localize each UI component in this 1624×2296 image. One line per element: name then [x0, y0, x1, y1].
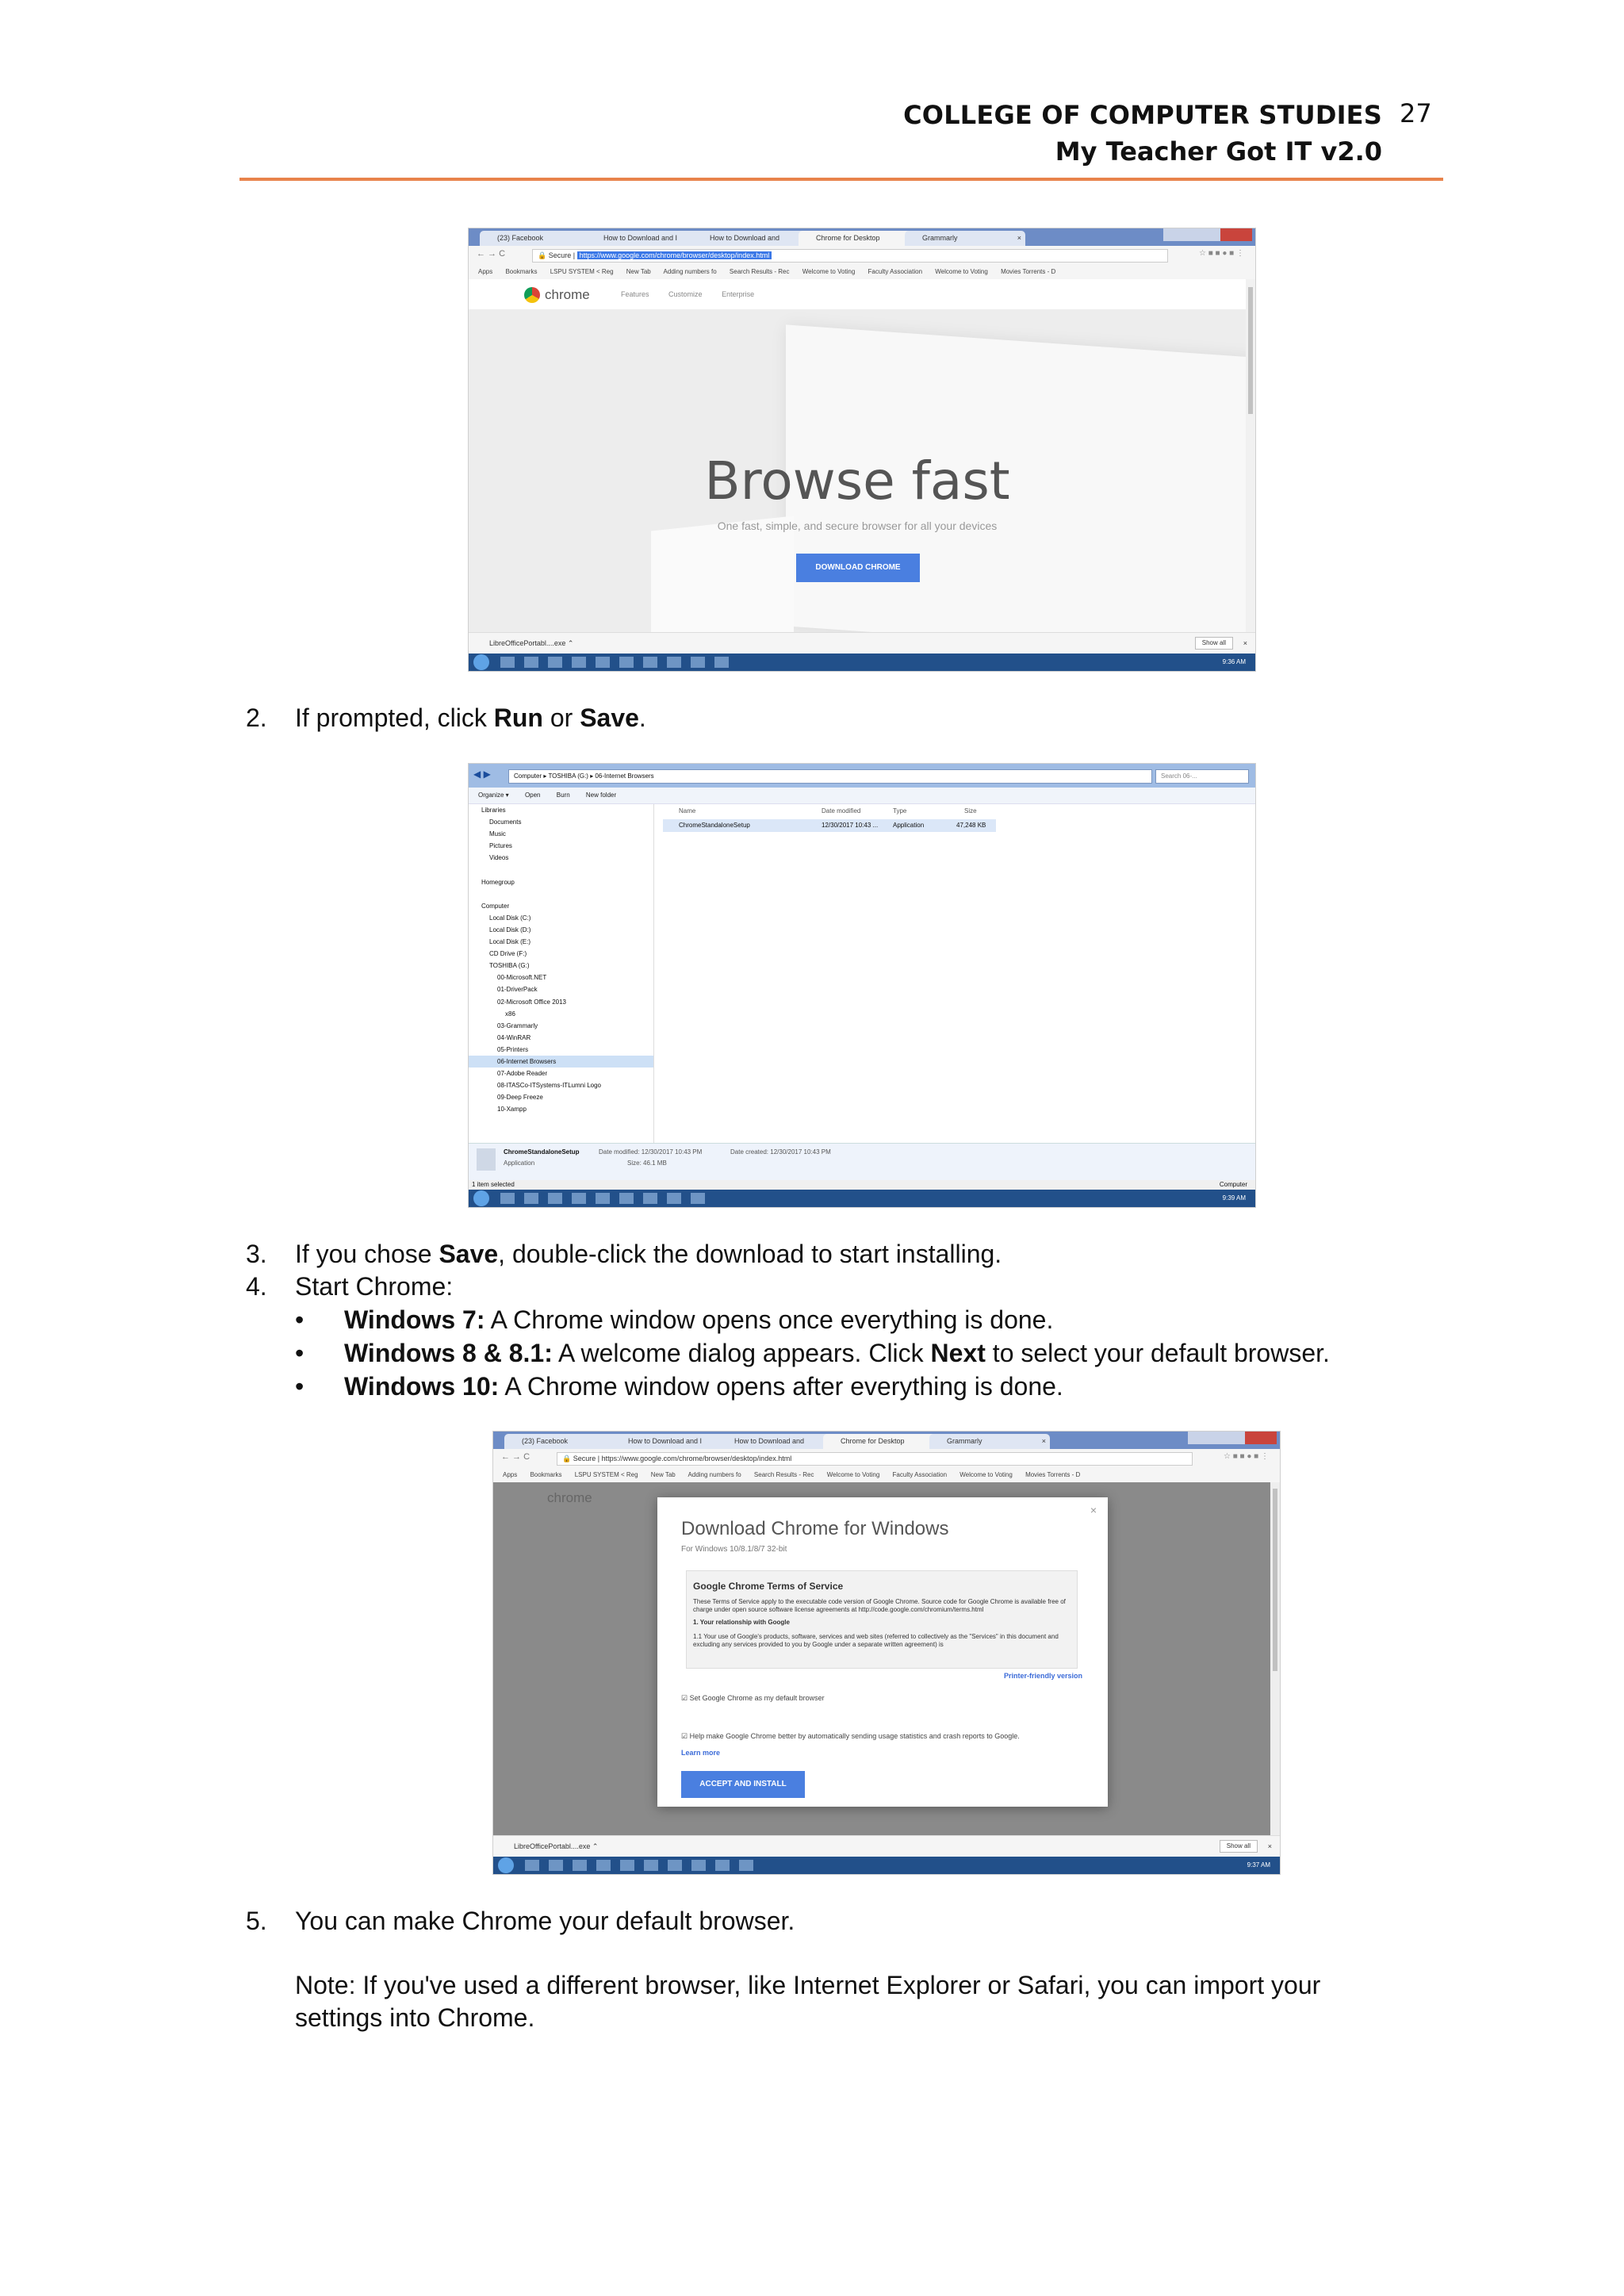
- show-all-button[interactable]: Show all: [1195, 637, 1233, 650]
- accept-and-install-button[interactable]: ACCEPT AND INSTALL: [681, 1771, 805, 1798]
- tab-facebook[interactable]: (23) Facebook: [504, 1434, 625, 1449]
- bookmark-item[interactable]: LSPU SYSTEM < Reg: [574, 1471, 638, 1478]
- chrome-site-nav: [469, 279, 1255, 309]
- taskbar-clock: 9:39 AM: [1222, 1194, 1246, 1202]
- column-size[interactable]: Size: [964, 807, 977, 815]
- organize-menu[interactable]: Organize ▾: [478, 792, 509, 799]
- bookmark-item[interactable]: New Tab: [650, 1471, 676, 1478]
- tree-item[interactable]: 08-ITASCo-ITSystems-ITLumni Logo: [497, 1082, 602, 1090]
- dialog-subtitle: For Windows 10/8.1/8/7 32-bit: [681, 1545, 787, 1554]
- windows-taskbar: [469, 1190, 1255, 1207]
- nav-arrows-icon[interactable]: ← → C: [501, 1452, 530, 1462]
- chrome-logo: chrome: [547, 1490, 592, 1505]
- tree-item-selected[interactable]: 06-Internet Browsers: [469, 1056, 653, 1068]
- column-type[interactable]: Type: [893, 807, 907, 815]
- taskbar-clock: 9:36 AM: [1222, 658, 1246, 665]
- back-forward-icon[interactable]: ◀ ▶: [473, 769, 491, 780]
- explorer-address-bar[interactable]: Computer ▸ TOSHIBA (G:) ▸ 06-Internet Browsers: [508, 769, 1152, 784]
- bookmark-item[interactable]: New Tab: [626, 268, 651, 275]
- omnibox-row: [469, 246, 1255, 265]
- hero-subtitle: One fast, simple, and secure browser for all your devices: [717, 519, 998, 532]
- download-file-item[interactable]: LibreOfficePortabl....exe: [514, 1842, 591, 1850]
- bookmark-item[interactable]: Welcome to Voting: [826, 1471, 880, 1478]
- taskbar-clock: 9:37 AM: [1247, 1861, 1270, 1869]
- tree-spacer: [469, 864, 653, 876]
- note-paragraph: Note: If you've used a different browser, like Internet Explorer or Safari, you can import your settings into Chrome.: [295, 1971, 1321, 2032]
- new-folder-button[interactable]: New folder: [585, 792, 617, 799]
- close-icon[interactable]: ×: [1090, 1504, 1097, 1516]
- status-bar: 1 item selected Computer: [469, 1180, 1255, 1190]
- installer-icon: [477, 1148, 496, 1171]
- address-bar[interactable]: 🔒 Secure | https://www.google.com/chrome/browser/desktop/index.html: [532, 249, 1168, 263]
- explorer-toolbar: [469, 788, 1255, 804]
- column-headers: [663, 804, 1255, 818]
- download-chrome-dialog: [657, 1497, 1108, 1807]
- scrollbar[interactable]: [1246, 279, 1255, 633]
- tab-bar: [469, 228, 1255, 246]
- tab-bar: [493, 1432, 1280, 1449]
- bookmark-item[interactable]: Bookmarks: [530, 1471, 562, 1478]
- bookmark-item[interactable]: Search Results - Rec: [753, 1471, 814, 1478]
- nav-customize[interactable]: Customize: [668, 290, 703, 298]
- close-window-button[interactable]: [1245, 1432, 1277, 1444]
- open-button[interactable]: Open: [524, 792, 541, 799]
- hero-section: [469, 309, 1246, 633]
- bookmark-item[interactable]: Welcome to Voting: [935, 268, 988, 275]
- tree-item[interactable]: 02-Microsoft Office 2013: [497, 998, 567, 1006]
- extension-icons[interactable]: ☆ ■ ■ ● ■ ⋮: [1223, 1452, 1269, 1461]
- learn-more-link[interactable]: Learn more: [681, 1749, 721, 1757]
- explorer-search-input[interactable]: Search 06-...: [1155, 769, 1249, 784]
- show-all-button[interactable]: Show all: [1220, 1840, 1258, 1853]
- tree-item[interactable]: Videos: [489, 854, 509, 862]
- column-name[interactable]: Name: [679, 807, 696, 815]
- start-button[interactable]: [498, 1857, 514, 1873]
- bookmark-item[interactable]: Movies Torrents - D: [1001, 268, 1056, 275]
- bookmark-item[interactable]: Adding numbers fo: [663, 268, 717, 275]
- tree-item[interactable]: Music: [489, 830, 506, 838]
- navigation-tree: [469, 804, 654, 1144]
- tab-chrome-for-desktop[interactable]: Chrome for Desktop: [799, 231, 919, 246]
- step-4: 4. Start Chrome:: [246, 1272, 454, 1301]
- default-browser-checkbox[interactable]: ☑ Set Google Chrome as my default browser: [681, 1694, 825, 1702]
- tree-item[interactable]: Computer: [481, 902, 510, 910]
- tab-how-to-download-2[interactable]: How to Download and: [717, 1434, 837, 1449]
- printer-friendly-link[interactable]: Printer-friendly version: [1003, 1672, 1082, 1680]
- step-2: 2. If prompted, click Run or Save.: [246, 703, 646, 732]
- bookmarks-bar: [469, 264, 1255, 280]
- column-date[interactable]: Date modified: [822, 807, 861, 815]
- extension-icons[interactable]: ☆ ■ ■ ● ■ ⋮: [1198, 249, 1244, 258]
- address-bar[interactable]: 🔒 Secure | https://www.google.com/chrome/browser/desktop/index.html: [557, 1452, 1193, 1466]
- step-3: 3. If you chose Save, double-click the download to start installing.: [246, 1240, 1002, 1268]
- bookmark-item[interactable]: Apps: [478, 268, 493, 275]
- window-controls[interactable]: [1163, 228, 1252, 241]
- tab-chrome-for-desktop[interactable]: Chrome for Desktop: [823, 1434, 944, 1449]
- tree-item[interactable]: Local Disk (C:): [489, 914, 531, 922]
- download-bar: LibreOfficePortabl....exe ⌃ Show all ×: [493, 1835, 1280, 1857]
- bookmark-item[interactable]: Bookmarks: [505, 268, 538, 275]
- download-bar: LibreOfficePortabl....exe ⌃ Show all ×: [469, 632, 1255, 654]
- bookmarks-bar: [493, 1467, 1280, 1483]
- header-rule: [239, 178, 1443, 181]
- tab-grammarly[interactable]: Grammarly ×: [905, 231, 1025, 246]
- details-pane: ChromeStandaloneSetup Date modified: 12/30/2017 10:43 PM Date created: 12/30/2017 10:43 PM Application Size: 46.1 MB: [469, 1143, 1255, 1180]
- explorer-address-row: [469, 764, 1255, 788]
- tab-how-to-download-1[interactable]: How to Download and I: [586, 231, 707, 246]
- download-file-item[interactable]: LibreOfficePortabl....exe: [489, 639, 566, 647]
- bullet-windows-10: • Windows 10: A Chrome window opens after everything is done.: [295, 1372, 1063, 1401]
- tab-how-to-download-1[interactable]: How to Download and I: [611, 1434, 731, 1449]
- tree-item[interactable]: Local Disk (D:): [489, 926, 531, 933]
- dialog-title: Download Chrome for Windows: [681, 1518, 949, 1539]
- bullet-windows-7: • Windows 7: A Chrome window opens once everything is done.: [295, 1305, 1054, 1334]
- tree-item[interactable]: 04-WinRAR: [497, 1033, 531, 1041]
- tree-item[interactable]: 01-DriverPack: [497, 986, 538, 994]
- start-button[interactable]: [473, 654, 489, 670]
- omnibox-row: [493, 1449, 1280, 1468]
- tree-item[interactable]: Libraries: [481, 807, 506, 814]
- bookmark-item[interactable]: Apps: [503, 1471, 518, 1478]
- screenshot-file-explorer: [469, 764, 1255, 1207]
- tree-item[interactable]: 03-Grammarly: [497, 1022, 538, 1029]
- bookmark-item[interactable]: Movies Torrents - D: [1025, 1471, 1081, 1478]
- bookmark-item[interactable]: Faculty Association: [868, 268, 923, 275]
- tab-facebook[interactable]: (23) Facebook: [480, 231, 600, 246]
- screenshot-download-dialog: [493, 1432, 1280, 1874]
- page-number: 27: [1400, 98, 1432, 128]
- tree-item[interactable]: 00-Microsoft.NET: [497, 974, 547, 982]
- bookmark-item[interactable]: Welcome to Voting: [959, 1471, 1013, 1478]
- start-button[interactable]: [473, 1190, 489, 1206]
- windows-taskbar: [469, 654, 1255, 671]
- bullet-windows-8: • Windows 8 & 8.1: A welcome dialog appears. Click Next to select your default browser.: [295, 1339, 1330, 1367]
- tree-item[interactable]: Local Disk (E:): [489, 938, 531, 946]
- screenshot-chrome-download-page: [469, 228, 1255, 671]
- tree-item[interactable]: Documents: [489, 818, 522, 826]
- burn-button[interactable]: Burn: [556, 792, 570, 799]
- download-chrome-button[interactable]: DOWNLOAD CHROME: [796, 554, 920, 582]
- bookmark-item[interactable]: Adding numbers fo: [688, 1471, 741, 1478]
- close-icon[interactable]: ×: [1243, 639, 1247, 647]
- hero-title: Browse fast: [704, 450, 1010, 512]
- tree-item[interactable]: CD Drive (F:): [489, 950, 527, 958]
- bookmark-item[interactable]: Search Results - Rec: [729, 268, 790, 275]
- chrome-logo-icon: [524, 287, 540, 303]
- header-subtitle: My Teacher Got IT v2.0: [1055, 136, 1382, 167]
- tab-how-to-download-2[interactable]: How to Download and: [692, 231, 813, 246]
- nav-features[interactable]: Features: [621, 290, 649, 298]
- tree-item[interactable]: 09-Deep Freeze: [497, 1094, 543, 1102]
- tree-spacer: [469, 888, 653, 900]
- tree-item[interactable]: Homegroup: [481, 878, 515, 886]
- tree-item[interactable]: 10-Xampp: [497, 1106, 527, 1114]
- tree-item[interactable]: TOSHIBA (G:): [489, 962, 530, 970]
- step-5: 5. You can make Chrome your default browser.: [246, 1907, 795, 1935]
- close-icon[interactable]: ×: [1267, 1842, 1272, 1850]
- tab-grammarly[interactable]: Grammarly ×: [929, 1434, 1050, 1449]
- file-row[interactable]: ChromeStandaloneSetup 12/30/2017 10:43 ... Application 47,248 KB: [663, 819, 996, 832]
- usage-stats-checkbox[interactable]: ☑ Help make Google Chrome better by automatically sending usage statistics and crash reports to Google.: [681, 1732, 1020, 1740]
- windows-taskbar: [493, 1857, 1280, 1874]
- bookmark-item[interactable]: Faculty Association: [892, 1471, 948, 1478]
- header-title: COLLEGE OF COMPUTER STUDIES: [903, 100, 1382, 130]
- bookmark-item[interactable]: LSPU SYSTEM < Reg: [550, 268, 614, 275]
- close-window-button[interactable]: [1220, 228, 1252, 241]
- terms-of-service-box[interactable]: Google Chrome Terms of Service These Terms of Service apply to the executable code version of Google Chrome. Source code for Google Chrome is available free of charge under open source software license agreements at http://code.google.com/chromium/terms.html 1. Your relationship with Google 1.1 Your use of Google's products, software, services and web sites (referred to collectively as the "Services" in this document and excluding any services provided to you by Google under a separate written agreement) is: [686, 1570, 1078, 1669]
- tree-item[interactable]: 05-Printers: [497, 1045, 529, 1053]
- nav-arrows-icon[interactable]: ← → C: [477, 249, 506, 259]
- chrome-logo[interactable]: chrome: [524, 287, 590, 303]
- tree-item[interactable]: 07-Adobe Reader: [497, 1070, 548, 1078]
- window-controls[interactable]: [1188, 1432, 1277, 1444]
- scrollbar[interactable]: [1270, 1482, 1280, 1836]
- nav-enterprise[interactable]: Enterprise: [722, 290, 755, 298]
- tree-item[interactable]: x86: [505, 1010, 515, 1018]
- bookmark-item[interactable]: Welcome to Voting: [802, 268, 856, 275]
- tree-item[interactable]: Pictures: [489, 842, 512, 850]
